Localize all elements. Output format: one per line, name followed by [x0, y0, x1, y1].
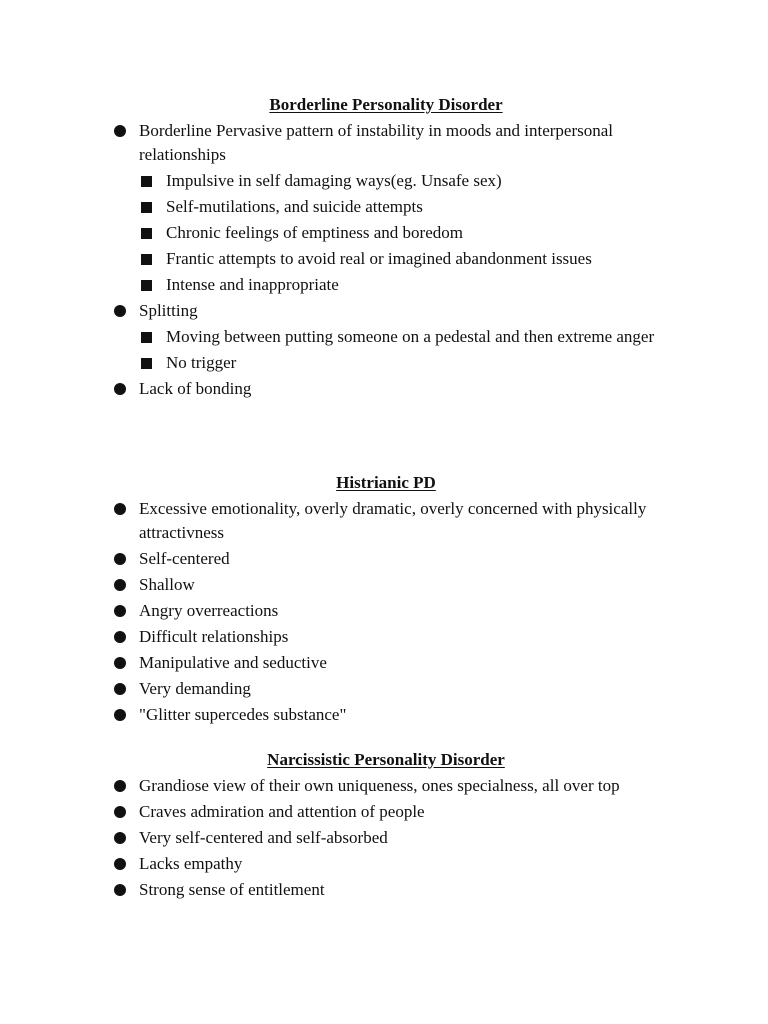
list-item-text: Very self-centered and self-absorbed: [139, 828, 388, 847]
round-bullet-icon: [114, 780, 126, 792]
sub-list-item: [139, 273, 660, 297]
list-item: [112, 119, 660, 297]
sub-list-item: [139, 351, 660, 375]
list-item: [112, 547, 660, 571]
list-item: [112, 677, 660, 701]
square-bullet-icon: [141, 280, 152, 291]
list-item-text: "Glitter supercedes substance": [139, 705, 347, 724]
round-bullet-icon: [114, 125, 126, 137]
bullet-list: [112, 774, 660, 902]
section-title: Borderline Personality Disorder: [269, 95, 503, 114]
round-bullet-icon: [114, 503, 126, 515]
section-borderline: [112, 93, 660, 403]
list-item: [112, 599, 660, 623]
sub-list-item-text: Intense and inappropriate: [166, 275, 339, 294]
bullet-list: [112, 119, 660, 401]
sub-list-item: [139, 195, 660, 219]
list-item: [112, 497, 660, 545]
sub-list-item-text: No trigger: [166, 353, 237, 372]
list-item: [112, 625, 660, 649]
list-item-text: Craves admiration and attention of people: [139, 802, 425, 821]
sub-list-item: [139, 247, 660, 271]
list-item-text: Strong sense of entitlement: [139, 880, 325, 899]
list-item-text: Very demanding: [139, 679, 251, 698]
sub-list-item-text: Impulsive in self damaging ways(eg. Unsafe sex): [166, 171, 502, 190]
list-item-text: Angry overreactions: [139, 601, 279, 620]
square-bullet-icon: [141, 176, 152, 187]
list-item-text: Excessive emotionality, overly dramatic, overly concerned with physically attractivness: [139, 499, 647, 542]
section-title: Narcissistic Personality Disorder: [267, 750, 505, 769]
round-bullet-icon: [114, 605, 126, 617]
sub-list-item-text: Self-mutilations, and suicide attempts: [166, 197, 423, 216]
list-item: [112, 800, 660, 824]
bullet-list: [112, 497, 660, 727]
round-bullet-icon: [114, 305, 126, 317]
list-item-text: Self-centered: [139, 549, 230, 568]
round-bullet-icon: [114, 858, 126, 870]
square-bullet-icon: [141, 202, 152, 213]
list-item: [112, 377, 660, 401]
list-item-text: Lack of bonding: [139, 379, 252, 398]
round-bullet-icon: [114, 631, 126, 643]
section-histrionic: [112, 471, 660, 729]
sub-list-item-text: Moving between putting someone on a pedestal and then extreme anger: [166, 327, 655, 346]
list-item-text: Splitting: [139, 301, 198, 320]
list-item-text: Borderline Pervasive pattern of instability in moods and interpersonal relationships: [139, 121, 613, 164]
round-bullet-icon: [114, 709, 126, 721]
section-title: Histrianic PD: [336, 473, 436, 492]
list-item-text: Shallow: [139, 575, 195, 594]
sub-bullet-list: [139, 169, 660, 297]
list-item: [112, 299, 660, 375]
round-bullet-icon: [114, 683, 126, 695]
sub-bullet-list: [139, 325, 660, 375]
list-item-text: Difficult relationships: [139, 627, 289, 646]
sub-list-item: [139, 169, 660, 193]
square-bullet-icon: [141, 332, 152, 343]
list-item: [112, 852, 660, 876]
round-bullet-icon: [114, 383, 126, 395]
list-item: [112, 774, 660, 798]
square-bullet-icon: [141, 228, 152, 239]
round-bullet-icon: [114, 657, 126, 669]
list-item: [112, 703, 660, 727]
round-bullet-icon: [114, 806, 126, 818]
list-item: [112, 651, 660, 675]
square-bullet-icon: [141, 358, 152, 369]
round-bullet-icon: [114, 832, 126, 844]
sub-list-item-text: Chronic feelings of emptiness and boredom: [166, 223, 463, 242]
sub-list-item: [139, 221, 660, 245]
round-bullet-icon: [114, 884, 126, 896]
sub-list-item-text: Frantic attempts to avoid real or imagined abandonment issues: [166, 249, 592, 268]
list-item-text: Manipulative and seductive: [139, 653, 327, 672]
round-bullet-icon: [114, 553, 126, 565]
list-item: [112, 826, 660, 850]
round-bullet-icon: [114, 579, 126, 591]
list-item-text: Lacks empathy: [139, 854, 243, 873]
list-item-text: Grandiose view of their own uniqueness, ones specialness, all over top: [139, 776, 620, 795]
list-item: [112, 878, 660, 902]
sub-list-item: [139, 325, 660, 349]
section-narcissistic: [112, 748, 660, 904]
square-bullet-icon: [141, 254, 152, 265]
list-item: [112, 573, 660, 597]
